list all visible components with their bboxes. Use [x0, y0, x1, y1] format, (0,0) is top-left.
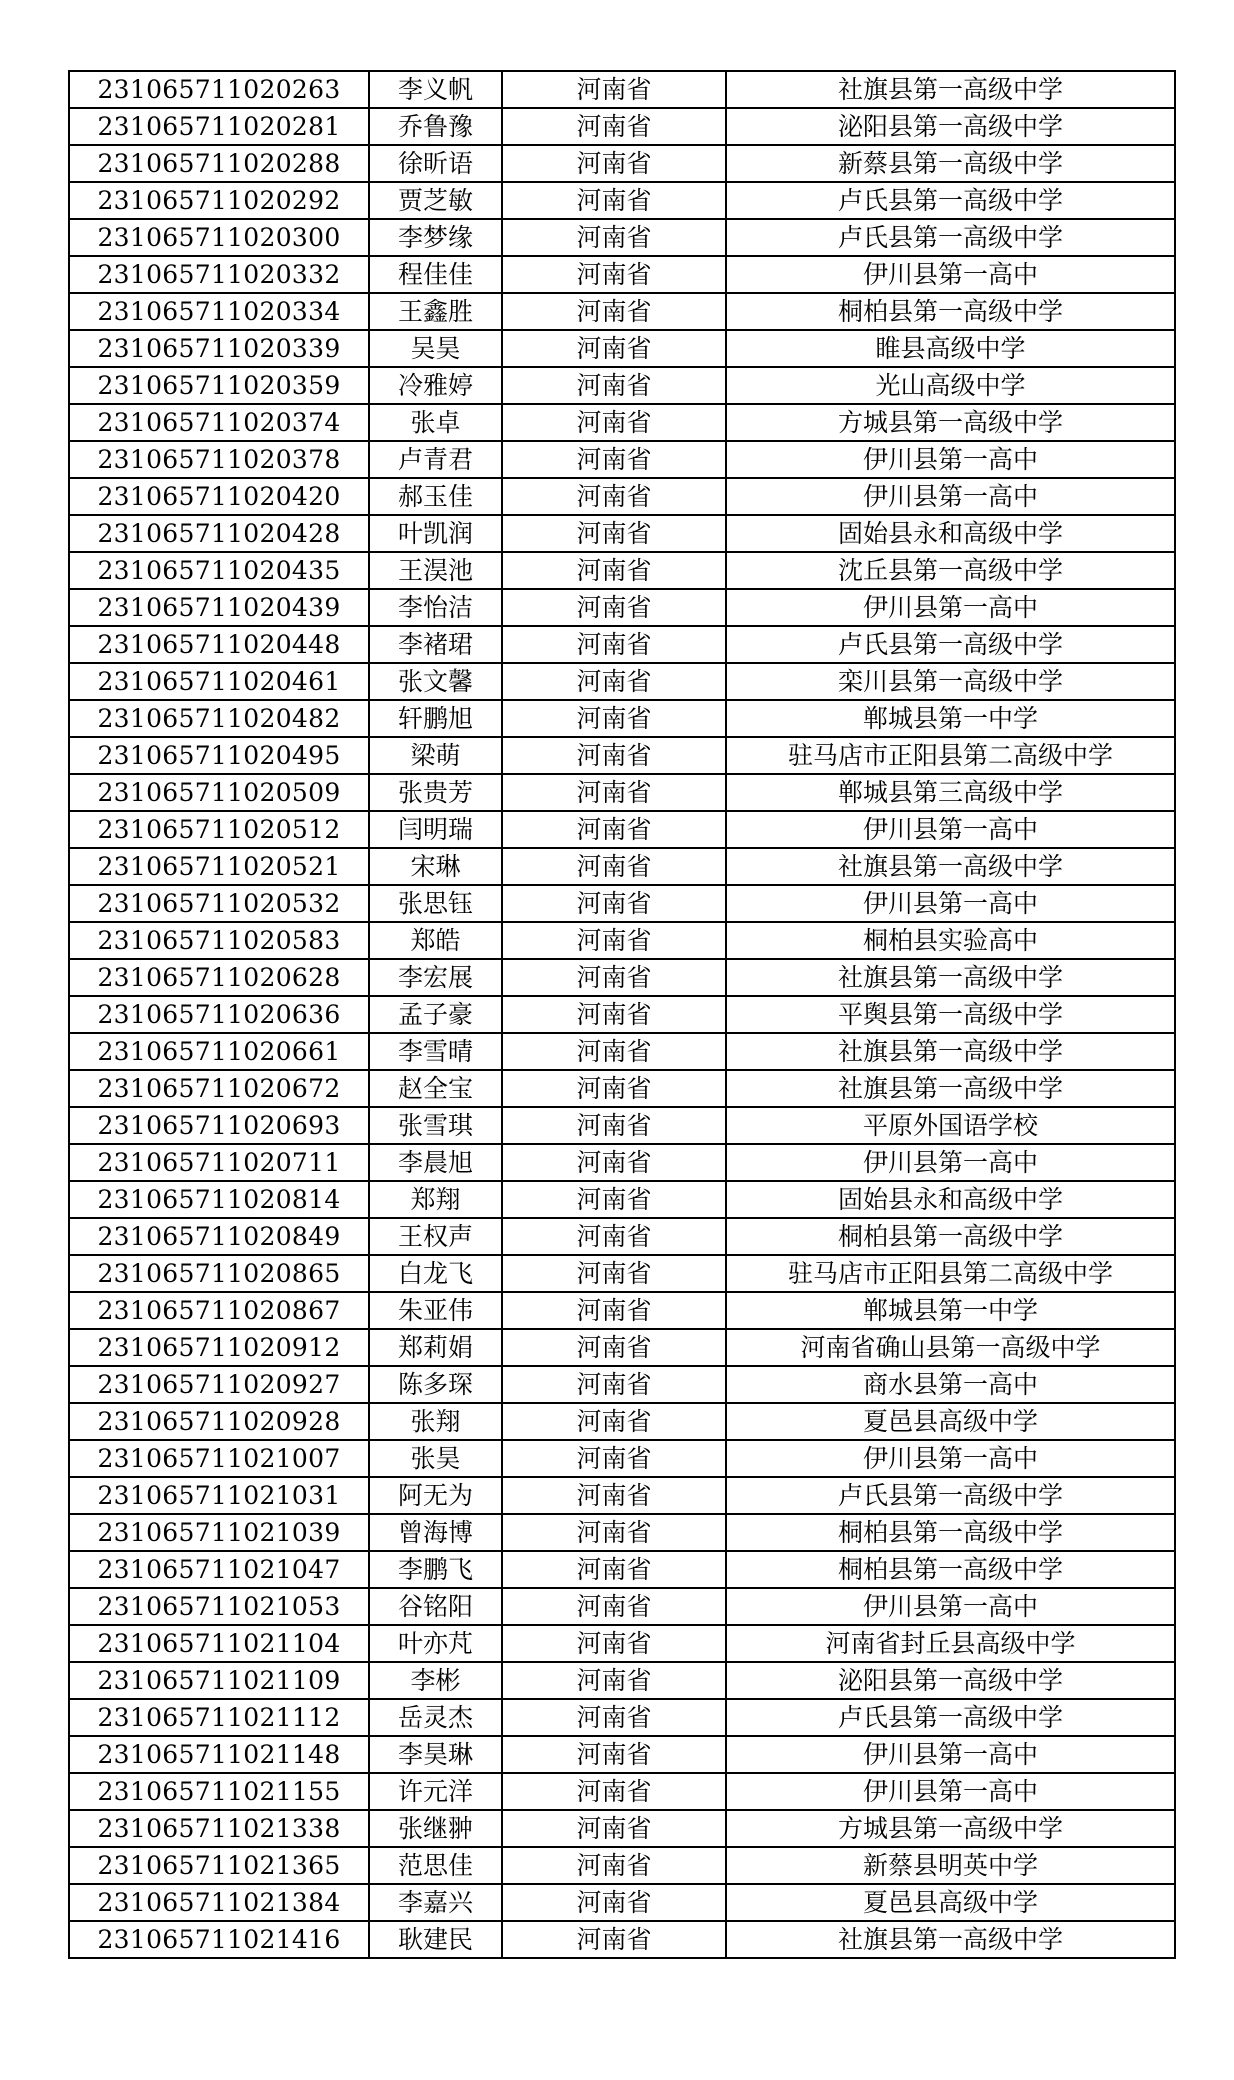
school-cell: 平舆县第一高级中学: [726, 996, 1175, 1033]
school-cell: 河南省确山县第一高级中学: [726, 1329, 1175, 1366]
name-cell: 郑翔: [369, 1181, 502, 1218]
name-cell: 朱亚伟: [369, 1292, 502, 1329]
name-cell: 陈多琛: [369, 1366, 502, 1403]
table-row: [69, 1477, 1175, 1514]
candidate-id-cell: 231065711020281: [69, 108, 369, 145]
name-cell: 谷铭阳: [369, 1588, 502, 1625]
table-row: [69, 256, 1175, 293]
table-row: [69, 330, 1175, 367]
province-cell: 河南省: [502, 552, 726, 589]
candidate-id-cell: 231065711020849: [69, 1218, 369, 1255]
candidate-id-cell: 231065711021155: [69, 1773, 369, 1810]
candidate-id-cell: 231065711020512: [69, 811, 369, 848]
province-cell: 河南省: [502, 1033, 726, 1070]
table-row: [69, 1588, 1175, 1625]
table-row: [69, 293, 1175, 330]
province-cell: 河南省: [502, 1218, 726, 1255]
table-row: [69, 626, 1175, 663]
name-cell: 王淏池: [369, 552, 502, 589]
school-cell: 桐柏县第一高级中学: [726, 293, 1175, 330]
table-row: [69, 885, 1175, 922]
name-cell: 阿无为: [369, 1477, 502, 1514]
candidate-id-cell: 231065711020912: [69, 1329, 369, 1366]
school-cell: 社旗县第一高级中学: [726, 1921, 1175, 1958]
candidate-id-cell: 231065711020583: [69, 922, 369, 959]
province-cell: 河南省: [502, 1144, 726, 1181]
candidate-id-cell: 231065711020334: [69, 293, 369, 330]
school-cell: 驻马店市正阳县第二高级中学: [726, 737, 1175, 774]
school-cell: 伊川县第一高中: [726, 1736, 1175, 1773]
province-cell: 河南省: [502, 700, 726, 737]
school-cell: 伊川县第一高中: [726, 1773, 1175, 1810]
name-cell: 王权声: [369, 1218, 502, 1255]
name-cell: 李彬: [369, 1662, 502, 1699]
province-cell: 河南省: [502, 1588, 726, 1625]
candidate-id-cell: 231065711020711: [69, 1144, 369, 1181]
table-row: [69, 1921, 1175, 1958]
province-cell: 河南省: [502, 404, 726, 441]
candidate-id-cell: 231065711021104: [69, 1625, 369, 1662]
candidate-id-cell: 231065711020374: [69, 404, 369, 441]
province-cell: 河南省: [502, 1255, 726, 1292]
candidate-id-cell: 231065711020521: [69, 848, 369, 885]
name-cell: 乔鲁豫: [369, 108, 502, 145]
school-cell: 泌阳县第一高级中学: [726, 108, 1175, 145]
province-cell: 河南省: [502, 1662, 726, 1699]
province-cell: 河南省: [502, 1921, 726, 1958]
school-cell: 伊川县第一高中: [726, 1440, 1175, 1477]
school-cell: 泌阳县第一高级中学: [726, 1662, 1175, 1699]
name-cell: 叶凯润: [369, 515, 502, 552]
table-row: [69, 959, 1175, 996]
table-row: [69, 1810, 1175, 1847]
candidate-id-cell: 231065711021007: [69, 1440, 369, 1477]
province-cell: 河南省: [502, 589, 726, 626]
name-cell: 赵全宝: [369, 1070, 502, 1107]
table-row: [69, 1662, 1175, 1699]
candidate-id-cell: 231065711021053: [69, 1588, 369, 1625]
school-cell: 伊川县第一高中: [726, 478, 1175, 515]
school-cell: 平原外国语学校: [726, 1107, 1175, 1144]
name-cell: 宋琳: [369, 848, 502, 885]
table-row: [69, 1366, 1175, 1403]
name-cell: 郝玉佳: [369, 478, 502, 515]
province-cell: 河南省: [502, 330, 726, 367]
province-cell: 河南省: [502, 367, 726, 404]
province-cell: 河南省: [502, 1070, 726, 1107]
school-cell: 桐柏县第一高级中学: [726, 1218, 1175, 1255]
name-cell: 李雪晴: [369, 1033, 502, 1070]
name-cell: 张文馨: [369, 663, 502, 700]
name-cell: 曾海博: [369, 1514, 502, 1551]
name-cell: 徐昕语: [369, 145, 502, 182]
candidate-id-cell: 231065711020439: [69, 589, 369, 626]
school-cell: 方城县第一高级中学: [726, 404, 1175, 441]
school-cell: 伊川县第一高中: [726, 1588, 1175, 1625]
school-cell: 伊川县第一高中: [726, 885, 1175, 922]
name-cell: 李昊琳: [369, 1736, 502, 1773]
school-cell: 栾川县第一高级中学: [726, 663, 1175, 700]
province-cell: 河南省: [502, 478, 726, 515]
school-cell: 社旗县第一高级中学: [726, 1033, 1175, 1070]
province-cell: 河南省: [502, 182, 726, 219]
province-cell: 河南省: [502, 848, 726, 885]
school-cell: 固始县永和高级中学: [726, 515, 1175, 552]
table-row: [69, 922, 1175, 959]
name-cell: 张继翀: [369, 1810, 502, 1847]
name-cell: 许元洋: [369, 1773, 502, 1810]
candidate-id-cell: 231065711020448: [69, 626, 369, 663]
school-cell: 伊川县第一高中: [726, 811, 1175, 848]
school-cell: 睢县高级中学: [726, 330, 1175, 367]
province-cell: 河南省: [502, 1292, 726, 1329]
school-cell: 郸城县第一中学: [726, 1292, 1175, 1329]
school-cell: 夏邑县高级中学: [726, 1403, 1175, 1440]
province-cell: 河南省: [502, 1440, 726, 1477]
name-cell: 梁萌: [369, 737, 502, 774]
candidate-id-cell: 231065711020292: [69, 182, 369, 219]
table-row: [69, 108, 1175, 145]
province-cell: 河南省: [502, 1107, 726, 1144]
table-row: [69, 811, 1175, 848]
candidate-id-cell: 231065711020636: [69, 996, 369, 1033]
name-cell: 张雪琪: [369, 1107, 502, 1144]
province-cell: 河南省: [502, 293, 726, 330]
school-cell: 光山高级中学: [726, 367, 1175, 404]
school-cell: 桐柏县第一高级中学: [726, 1514, 1175, 1551]
school-cell: 商水县第一高中: [726, 1366, 1175, 1403]
name-cell: 李梦缘: [369, 219, 502, 256]
name-cell: 李鹏飞: [369, 1551, 502, 1588]
school-cell: 卢氏县第一高级中学: [726, 1699, 1175, 1736]
school-cell: 卢氏县第一高级中学: [726, 182, 1175, 219]
school-cell: 新蔡县明英中学: [726, 1847, 1175, 1884]
candidate-id-cell: 231065711020509: [69, 774, 369, 811]
province-cell: 河南省: [502, 811, 726, 848]
school-cell: 新蔡县第一高级中学: [726, 145, 1175, 182]
candidate-id-cell: 231065711020435: [69, 552, 369, 589]
candidate-id-cell: 231065711020378: [69, 441, 369, 478]
name-cell: 程佳佳: [369, 256, 502, 293]
school-cell: 伊川县第一高中: [726, 1144, 1175, 1181]
province-cell: 河南省: [502, 922, 726, 959]
candidate-id-cell: 231065711020927: [69, 1366, 369, 1403]
table-row: [69, 182, 1175, 219]
province-cell: 河南省: [502, 1514, 726, 1551]
candidate-id-cell: 231065711020339: [69, 330, 369, 367]
candidate-id-cell: 231065711020495: [69, 737, 369, 774]
school-cell: 伊川县第一高中: [726, 256, 1175, 293]
table-row: [69, 1218, 1175, 1255]
candidate-id-cell: 231065711020482: [69, 700, 369, 737]
candidate-id-cell: 231065711020867: [69, 1292, 369, 1329]
table-row: [69, 774, 1175, 811]
table-row: [69, 848, 1175, 885]
school-cell: 卢氏县第一高级中学: [726, 626, 1175, 663]
province-cell: 河南省: [502, 663, 726, 700]
province-cell: 河南省: [502, 626, 726, 663]
province-cell: 河南省: [502, 1699, 726, 1736]
candidate-id-cell: 231065711021109: [69, 1662, 369, 1699]
table-row: [69, 1773, 1175, 1810]
province-cell: 河南省: [502, 885, 726, 922]
name-cell: 轩鹏旭: [369, 700, 502, 737]
school-cell: 社旗县第一高级中学: [726, 959, 1175, 996]
candidate-id-cell: 231065711020693: [69, 1107, 369, 1144]
name-cell: 耿建民: [369, 1921, 502, 1958]
school-cell: 卢氏县第一高级中学: [726, 1477, 1175, 1514]
table-row: [69, 1255, 1175, 1292]
candidate-id-cell: 231065711021039: [69, 1514, 369, 1551]
name-cell: 张卓: [369, 404, 502, 441]
table-row: [69, 1884, 1175, 1921]
province-cell: 河南省: [502, 1181, 726, 1218]
table-row: [69, 1847, 1175, 1884]
name-cell: 孟子豪: [369, 996, 502, 1033]
candidate-id-cell: 231065711020865: [69, 1255, 369, 1292]
table-row: [69, 1440, 1175, 1477]
school-cell: 社旗县第一高级中学: [726, 848, 1175, 885]
candidate-id-cell: 231065711021416: [69, 1921, 369, 1958]
candidate-id-cell: 231065711020263: [69, 71, 369, 108]
province-cell: 河南省: [502, 256, 726, 293]
province-cell: 河南省: [502, 145, 726, 182]
school-cell: 方城县第一高级中学: [726, 1810, 1175, 1847]
name-cell: 张翔: [369, 1403, 502, 1440]
candidate-id-cell: 231065711021112: [69, 1699, 369, 1736]
candidate-id-cell: 231065711020814: [69, 1181, 369, 1218]
school-cell: 郸城县第一中学: [726, 700, 1175, 737]
name-cell: 叶亦芃: [369, 1625, 502, 1662]
school-cell: 郸城县第三高级中学: [726, 774, 1175, 811]
province-cell: 河南省: [502, 1847, 726, 1884]
name-cell: 吴昊: [369, 330, 502, 367]
roster-table: [68, 70, 1176, 1959]
province-cell: 河南省: [502, 108, 726, 145]
table-row: [69, 737, 1175, 774]
province-cell: 河南省: [502, 441, 726, 478]
table-row: [69, 515, 1175, 552]
candidate-id-cell: 231065711021148: [69, 1736, 369, 1773]
table-row: [69, 552, 1175, 589]
name-cell: 李褚珺: [369, 626, 502, 663]
province-cell: 河南省: [502, 1477, 726, 1514]
name-cell: 闫明瑞: [369, 811, 502, 848]
province-cell: 河南省: [502, 1884, 726, 1921]
province-cell: 河南省: [502, 1551, 726, 1588]
school-cell: 河南省封丘县高级中学: [726, 1625, 1175, 1662]
table-row: [69, 478, 1175, 515]
table-row: [69, 1403, 1175, 1440]
name-cell: 王鑫胜: [369, 293, 502, 330]
candidate-id-cell: 231065711020359: [69, 367, 369, 404]
name-cell: 李怡洁: [369, 589, 502, 626]
province-cell: 河南省: [502, 515, 726, 552]
roster-body: [69, 71, 1175, 1958]
name-cell: 冷雅婷: [369, 367, 502, 404]
table-row: [69, 1514, 1175, 1551]
name-cell: 李宏展: [369, 959, 502, 996]
province-cell: 河南省: [502, 1329, 726, 1366]
name-cell: 贾芝敏: [369, 182, 502, 219]
table-row: [69, 1107, 1175, 1144]
province-cell: 河南省: [502, 774, 726, 811]
name-cell: 李晨旭: [369, 1144, 502, 1181]
school-cell: 社旗县第一高级中学: [726, 71, 1175, 108]
name-cell: 范思佳: [369, 1847, 502, 1884]
candidate-id-cell: 231065711020420: [69, 478, 369, 515]
name-cell: 岳灵杰: [369, 1699, 502, 1736]
school-cell: 社旗县第一高级中学: [726, 1070, 1175, 1107]
candidate-id-cell: 231065711020532: [69, 885, 369, 922]
school-cell: 沈丘县第一高级中学: [726, 552, 1175, 589]
table-row: [69, 1625, 1175, 1662]
candidate-id-cell: 231065711020661: [69, 1033, 369, 1070]
school-cell: 桐柏县第一高级中学: [726, 1551, 1175, 1588]
table-row: [69, 1181, 1175, 1218]
province-cell: 河南省: [502, 1625, 726, 1662]
province-cell: 河南省: [502, 1366, 726, 1403]
province-cell: 河南省: [502, 71, 726, 108]
table-row: [69, 1070, 1175, 1107]
province-cell: 河南省: [502, 959, 726, 996]
table-row: [69, 1144, 1175, 1181]
table-row: [69, 1699, 1175, 1736]
name-cell: 郑莉娟: [369, 1329, 502, 1366]
school-cell: 伊川县第一高中: [726, 441, 1175, 478]
name-cell: 李义帆: [369, 71, 502, 108]
table-row: [69, 996, 1175, 1033]
name-cell: 张昊: [369, 1440, 502, 1477]
candidate-id-cell: 231065711020628: [69, 959, 369, 996]
province-cell: 河南省: [502, 1773, 726, 1810]
province-cell: 河南省: [502, 1810, 726, 1847]
school-cell: 夏邑县高级中学: [726, 1884, 1175, 1921]
table-row: [69, 404, 1175, 441]
table-row: [69, 367, 1175, 404]
table-row: [69, 1292, 1175, 1329]
candidate-id-cell: 231065711020928: [69, 1403, 369, 1440]
table-row: [69, 1329, 1175, 1366]
name-cell: 卢青君: [369, 441, 502, 478]
name-cell: 李嘉兴: [369, 1884, 502, 1921]
province-cell: 河南省: [502, 219, 726, 256]
table-row: [69, 71, 1175, 108]
province-cell: 河南省: [502, 737, 726, 774]
candidate-id-cell: 231065711020672: [69, 1070, 369, 1107]
table-row: [69, 441, 1175, 478]
table-row: [69, 589, 1175, 626]
table-row: [69, 1033, 1175, 1070]
school-cell: 驻马店市正阳县第二高级中学: [726, 1255, 1175, 1292]
table-row: [69, 219, 1175, 256]
table-row: [69, 145, 1175, 182]
name-cell: 张思钰: [369, 885, 502, 922]
name-cell: 白龙飞: [369, 1255, 502, 1292]
school-cell: 卢氏县第一高级中学: [726, 219, 1175, 256]
province-cell: 河南省: [502, 996, 726, 1033]
candidate-id-cell: 231065711020428: [69, 515, 369, 552]
province-cell: 河南省: [502, 1736, 726, 1773]
table-row: [69, 1736, 1175, 1773]
school-cell: 桐柏县实验高中: [726, 922, 1175, 959]
province-cell: 河南省: [502, 1403, 726, 1440]
candidate-id-cell: 231065711021338: [69, 1810, 369, 1847]
candidate-id-cell: 231065711020332: [69, 256, 369, 293]
table-row: [69, 1551, 1175, 1588]
candidate-id-cell: 231065711020288: [69, 145, 369, 182]
candidate-id-cell: 231065711020300: [69, 219, 369, 256]
name-cell: 张贵芳: [369, 774, 502, 811]
candidate-id-cell: 231065711021365: [69, 1847, 369, 1884]
table-row: [69, 663, 1175, 700]
candidate-id-cell: 231065711021384: [69, 1884, 369, 1921]
school-cell: 固始县永和高级中学: [726, 1181, 1175, 1218]
candidate-id-cell: 231065711021047: [69, 1551, 369, 1588]
school-cell: 伊川县第一高中: [726, 589, 1175, 626]
table-row: [69, 700, 1175, 737]
candidate-id-cell: 231065711021031: [69, 1477, 369, 1514]
candidate-id-cell: 231065711020461: [69, 663, 369, 700]
name-cell: 郑皓: [369, 922, 502, 959]
